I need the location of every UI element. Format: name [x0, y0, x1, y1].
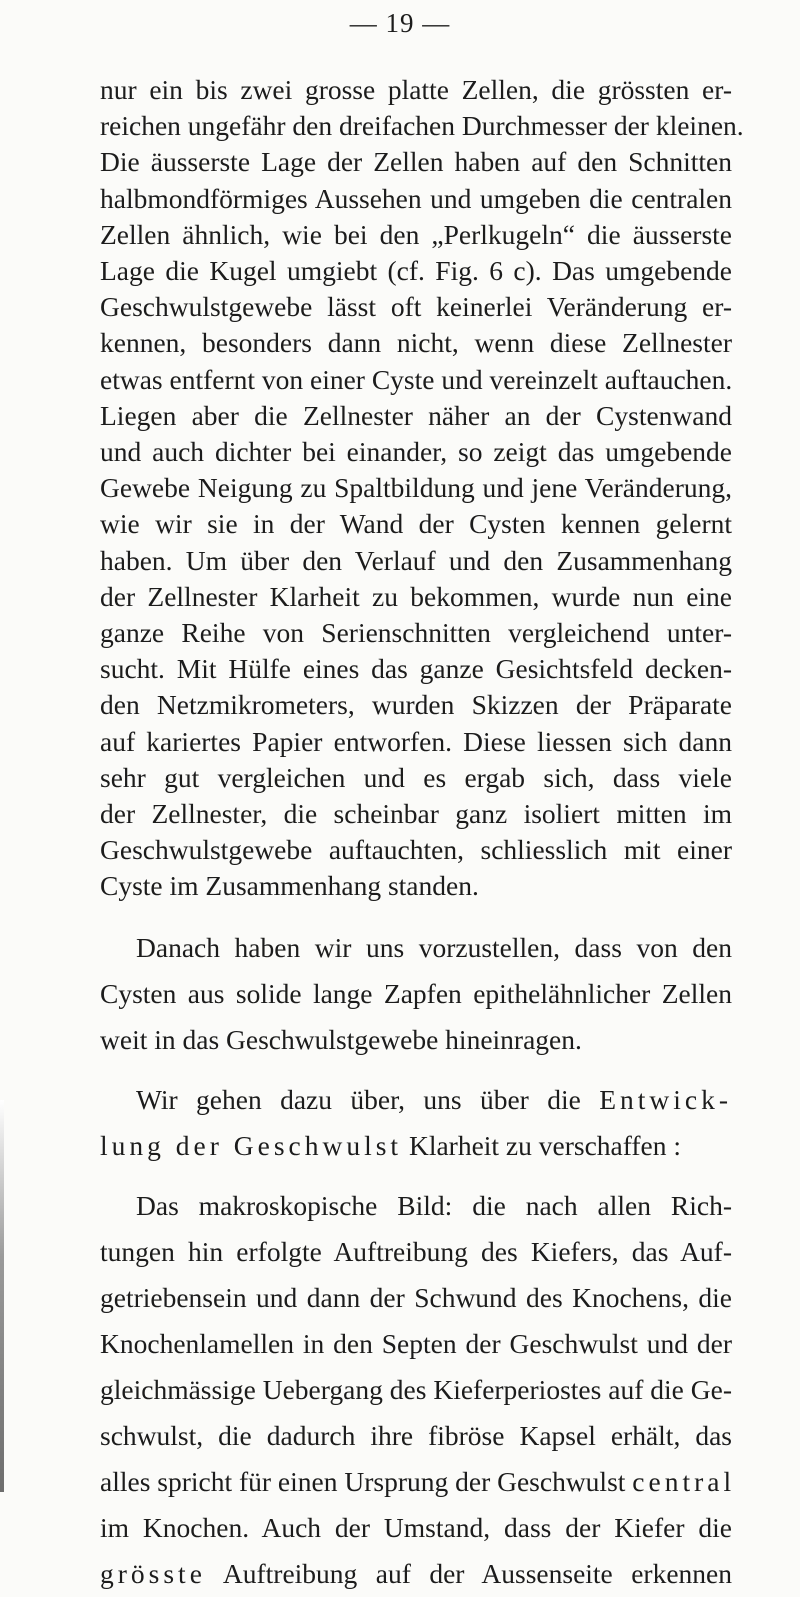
- text-line: Lage die Kugel umgiebt (cf. Fig. 6 c). Das umgebende: [100, 255, 732, 287]
- page-number: — 19 —: [349, 8, 451, 38]
- paragraph-2: [100, 925, 732, 1063]
- text-line: tungen hin erfolgte Auftreibung des Kiefers, das Auf-: [100, 1235, 732, 1267]
- text-segment: Wir gehen dazu über, uns über die: [136, 1083, 581, 1115]
- paragraph-3: [100, 1077, 732, 1169]
- text-line: etwas entfernt von einer Cyste und vereinzelt auftauchen.: [100, 363, 733, 395]
- text-line: Liegen aber die Zellnester näher an der Cystenwand: [100, 399, 732, 431]
- text-line: Danach haben wir uns vorzustellen, dass von den: [136, 931, 732, 963]
- text-segment: alles spricht für einen Ursprung der Geschwulst: [100, 1465, 626, 1497]
- text-line: im Knochen. Auch der Umstand, dass der Kiefer die: [100, 1511, 732, 1543]
- text-line: sucht. Mit Hülfe eines das ganze Gesichtsfeld decken-: [100, 653, 732, 685]
- spaced-emphasis: central: [632, 1465, 736, 1497]
- text-segment: Auftreibung auf der Aussenseite erkennen: [222, 1557, 732, 1589]
- text-line: reichen ungefähr den dreifachen Durchmesser der kleinen.: [100, 110, 744, 142]
- text-line: und auch dichter bei einander, so zeigt das umgebende: [100, 436, 732, 468]
- text-segment: Klarheit zu verschaffen :: [408, 1129, 682, 1161]
- text-line: Gewebe Neigung zu Spaltbildung und jene Veränderung,: [100, 472, 732, 504]
- text-line: getriebensein und dann der Schwund des Knochens, die: [100, 1281, 732, 1313]
- text-line: der Zellnester, die scheinbar ganz isoliert mitten im: [100, 798, 732, 830]
- text-line: sehr gut vergleichen und es ergab sich, dass viele: [100, 761, 732, 793]
- text-line: halbmondförmiges Aussehen und umgeben die centralen: [100, 182, 732, 214]
- spaced-emphasis: lung der Geschwulst: [100, 1129, 403, 1161]
- text-line: Das makroskopische Bild: die nach allen Rich-: [136, 1189, 732, 1221]
- text-line: haben. Um über den Verlauf und den Zusammenhang: [100, 544, 732, 576]
- text-line: ganze Reihe von Serienschnitten vergleichend unter-: [100, 617, 732, 649]
- text-line: den Netzmikrometers, wurden Skizzen der Präparate: [100, 689, 732, 721]
- text-line: weit in das Geschwulstgewebe hineinragen.: [100, 1023, 582, 1055]
- text-line: Geschwulstgewebe auftauchten, schliesslich mit einer: [100, 834, 732, 866]
- text-line: Geschwulstgewebe lässt oft keinerlei Veränderung er-: [100, 291, 732, 323]
- text-line: Cyste im Zusammenhang standen.: [100, 870, 479, 902]
- text-line: auf kariertes Papier entworfen. Diese liessen sich dann: [100, 725, 732, 757]
- spaced-emphasis: Entwick-: [599, 1083, 733, 1115]
- text-line: Knochenlamellen in den Septen der Geschwulst und der: [100, 1327, 732, 1359]
- text-line: gleichmässige Uebergang des Kieferperiostes auf die Ge-: [100, 1373, 732, 1405]
- text-line: kennen, besonders dann nicht, wenn diese Zellnester: [100, 327, 732, 359]
- text-line: der Zellnester Klarheit zu bekommen, wurde nun eine: [100, 580, 732, 612]
- text-line: nur ein bis zwei grosse platte Zellen, die grössten er-: [100, 74, 732, 105]
- text-line: [100, 1123, 732, 1169]
- text-line: [100, 1459, 736, 1505]
- spaced-emphasis: grösste: [100, 1557, 206, 1589]
- text-line: [100, 1551, 732, 1597]
- text-line: wie wir sie in der Wand der Cysten kennen gelernt: [100, 508, 732, 540]
- text-line: Zellen ähnlich, wie bei den „Perlkugeln“ die äusserste: [100, 218, 732, 250]
- text-line: [100, 1077, 732, 1123]
- text-line: schwulst, die dadurch ihre fibröse Kapsel erhält, das: [100, 1419, 732, 1451]
- paragraph-4: [100, 1183, 736, 1597]
- text-line: Die äusserste Lage der Zellen haben auf den Schnitten: [100, 146, 732, 178]
- paragraph-1: [100, 72, 744, 905]
- text-line: Cysten aus solide lange Zapfen epithelähnlicher Zellen: [100, 977, 732, 1009]
- body-text: [100, 72, 744, 1597]
- binding-shadow: [0, 1100, 4, 1492]
